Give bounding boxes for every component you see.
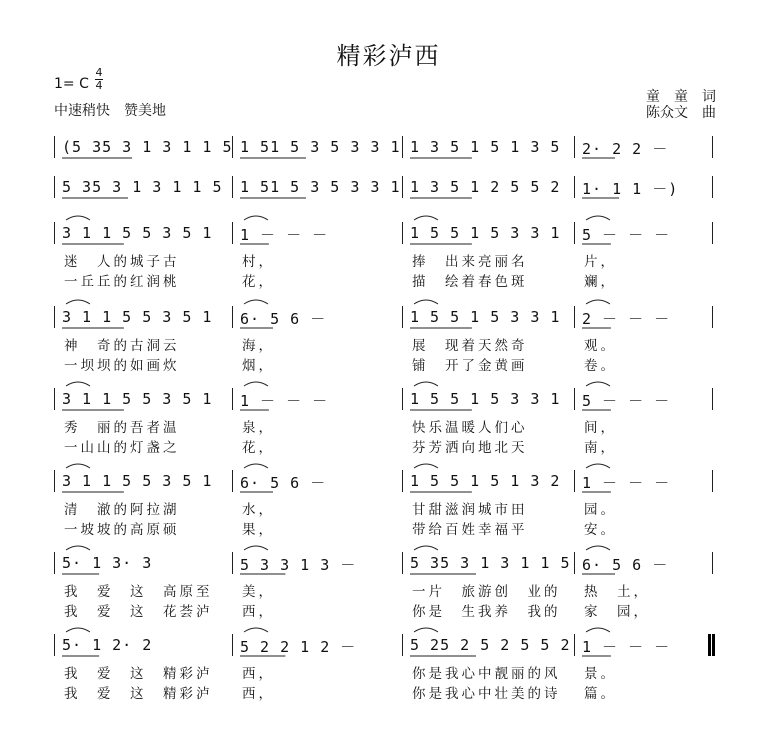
lyric-line-1: 捧 出来亮丽名 — [412, 254, 528, 270]
slur-mark — [586, 628, 610, 632]
slur-mark — [66, 546, 90, 550]
time-signature-bottom: 4 — [95, 79, 103, 92]
measure-notes: 1 3 5 1 2 5 5 2 — [410, 178, 561, 196]
measure-notes: 1 － － － — [582, 474, 671, 492]
measure-notes: 6· 5 6 － — [240, 474, 327, 492]
lyric-line-1: 水， — [242, 502, 275, 518]
measure-notes: 1· 1 1 －) — [582, 180, 679, 198]
lyric-line-2: 一丘丘的红润桃 — [64, 274, 180, 290]
lyric-line-2: 卷。 — [584, 358, 617, 374]
lyric-line-1: 秀 丽的吾者温 — [64, 420, 180, 436]
lyric-line-1: 我 爱 这 精彩泸 — [64, 666, 213, 682]
slur-mark — [586, 216, 610, 220]
measure-notes: (5 35 3 1 3 1 1 5 — [62, 138, 233, 156]
composer-credit: 陈众文 曲 — [646, 105, 716, 121]
lyric-line-2: 果， — [242, 522, 275, 538]
lyric-line-1: 一片 旅游创 业的 — [412, 584, 561, 600]
lyric-line-1: 美， — [242, 584, 275, 600]
measure-notes: 1 5 5 1 5 1 3 2 — [410, 472, 561, 490]
slur-mark — [586, 300, 610, 304]
measure-notes: 1 51 5 3 5 3 3 1 — [240, 138, 401, 156]
lyric-line-2: 带给百姓幸福平 — [412, 522, 528, 538]
measure-notes: 5 3 3 1 3 － — [240, 556, 357, 574]
slur-mark — [244, 464, 268, 468]
lyric-line-2: 花， — [242, 440, 275, 456]
lyric-line-2: 一山山的灯盏之 — [64, 440, 180, 456]
lyric-line-2: 花， — [242, 274, 275, 290]
lyric-line-1: 展 现着天然奇 — [412, 338, 528, 354]
slur-mark — [586, 464, 610, 468]
song-title: 精彩泸西 — [336, 42, 441, 70]
lyric-line-1: 海， — [242, 338, 275, 354]
lyric-line-2: 铺 开了金黄画 — [412, 358, 528, 374]
slur-mark — [414, 216, 438, 220]
slur-mark — [244, 300, 268, 304]
measure-notes: 5 2 2 1 2 － — [240, 638, 357, 656]
measure-notes: 5· 1 3· 3 — [62, 554, 153, 572]
lyric-line-1: 你是我心中靓丽的风 — [412, 666, 561, 682]
lyric-line-1: 我 爱 这 高原至 — [64, 584, 213, 600]
slur-mark — [244, 546, 268, 550]
lyric-line-2: 一坡坡的高原硕 — [64, 522, 180, 538]
measure-notes: 5 25 2 5 2 5 5 2 — [410, 636, 571, 654]
lyric-line-2: 芬芳洒向地北天 — [412, 440, 528, 456]
slur-mark — [586, 546, 610, 550]
measure-notes: 1 5 5 1 5 3 3 1 — [410, 308, 561, 326]
time-signature-top: 4 — [95, 66, 103, 79]
measure-notes: 5 － － － — [582, 226, 671, 244]
lyric-line-2: 你是我心中壮美的诗 — [412, 686, 561, 702]
measure-notes: 2 － － － — [582, 310, 671, 328]
slur-mark — [66, 628, 90, 632]
lyric-line-1: 迷 人的城子古 — [64, 254, 180, 270]
key-signature: 1= C — [54, 76, 89, 92]
lyric-line-1: 村， — [242, 254, 275, 270]
slur-mark — [414, 628, 438, 632]
lyric-line-1: 甘甜滋润城市田 — [412, 502, 528, 518]
lyric-line-1: 神 奇的古洞云 — [64, 338, 180, 354]
measure-notes: 1 5 5 1 5 3 3 1 — [410, 224, 561, 242]
lyric-line-1: 园。 — [584, 502, 617, 518]
lyric-line-1: 快乐温暖人们心 — [412, 420, 528, 436]
lyric-line-1: 景。 — [584, 666, 617, 682]
measure-notes: 5· 1 2· 2 — [62, 636, 153, 654]
measure-notes: 1 － － － — [240, 226, 329, 244]
measure-notes: 1 3 5 1 5 1 3 5 — [410, 138, 561, 156]
lyric-line-2: 家 园， — [584, 604, 650, 620]
lyricist-credit: 童 童 词 — [646, 89, 716, 105]
lyric-line-1: 泉， — [242, 420, 275, 436]
measure-notes: 3 1 1 5 5 3 5 1 — [62, 308, 213, 326]
slur-mark — [244, 216, 268, 220]
measure-notes: 5 35 3 1 3 1 1 5 — [62, 178, 223, 196]
measure-notes: 3 1 1 5 5 3 5 1 — [62, 472, 213, 490]
lyric-line-2: 斓， — [584, 274, 617, 290]
lyric-line-2: 西， — [242, 686, 275, 702]
measure-notes: 1 5 5 1 5 3 3 1 — [410, 390, 561, 408]
slur-mark — [414, 464, 438, 468]
lyric-line-2: 安。 — [584, 522, 617, 538]
measure-notes: 2· 2 2 － — [582, 140, 669, 158]
measure-notes: 5 35 3 1 3 1 1 5 — [410, 554, 571, 572]
lyric-line-2: 西， — [242, 604, 275, 620]
lyric-line-1: 间， — [584, 420, 617, 436]
lyric-line-2: 南， — [584, 440, 617, 456]
lyric-line-1: 西， — [242, 666, 275, 682]
lyric-line-2: 一坝坝的如画炊 — [64, 358, 180, 374]
slur-mark — [244, 628, 268, 632]
slur-mark — [414, 382, 438, 386]
lyric-line-2: 你是 生我养 我的 — [412, 604, 561, 620]
slur-mark — [66, 382, 90, 386]
lyric-line-1: 热 土， — [584, 584, 650, 600]
lyric-line-1: 片， — [584, 254, 617, 270]
slur-mark — [66, 464, 90, 468]
measure-notes: 1 － － － — [582, 638, 671, 656]
measure-notes: 3 1 1 5 5 3 5 1 — [62, 390, 213, 408]
lyric-line-2: 我 爱 这 精彩泸 — [64, 686, 213, 702]
lyric-line-2: 烟， — [242, 358, 275, 374]
slur-mark — [66, 300, 90, 304]
measure-notes: 1 51 5 3 5 3 3 1 — [240, 178, 401, 196]
measure-notes: 6· 5 6 － — [240, 310, 327, 328]
measure-notes: 1 － － － — [240, 392, 329, 410]
measure-notes: 6· 5 6 － — [582, 556, 669, 574]
lyric-line-2: 描 绘着春色斑 — [412, 274, 528, 290]
lyric-line-2: 篇。 — [584, 686, 617, 702]
tempo-marking: 中速稍快 赞美地 — [54, 103, 166, 119]
slur-mark — [586, 382, 610, 386]
lyric-line-1: 清 澈的阿拉湖 — [64, 502, 180, 518]
lyric-line-1: 观。 — [584, 338, 617, 354]
lyric-line-2: 我 爱 这 花荟泸 — [64, 604, 213, 620]
measure-notes: 5 － － － — [582, 392, 671, 410]
slur-mark — [414, 546, 438, 550]
slur-mark — [414, 300, 438, 304]
slur-mark — [244, 382, 268, 386]
slur-mark — [66, 216, 90, 220]
measure-notes: 3 1 1 5 5 3 5 1 — [62, 224, 213, 242]
